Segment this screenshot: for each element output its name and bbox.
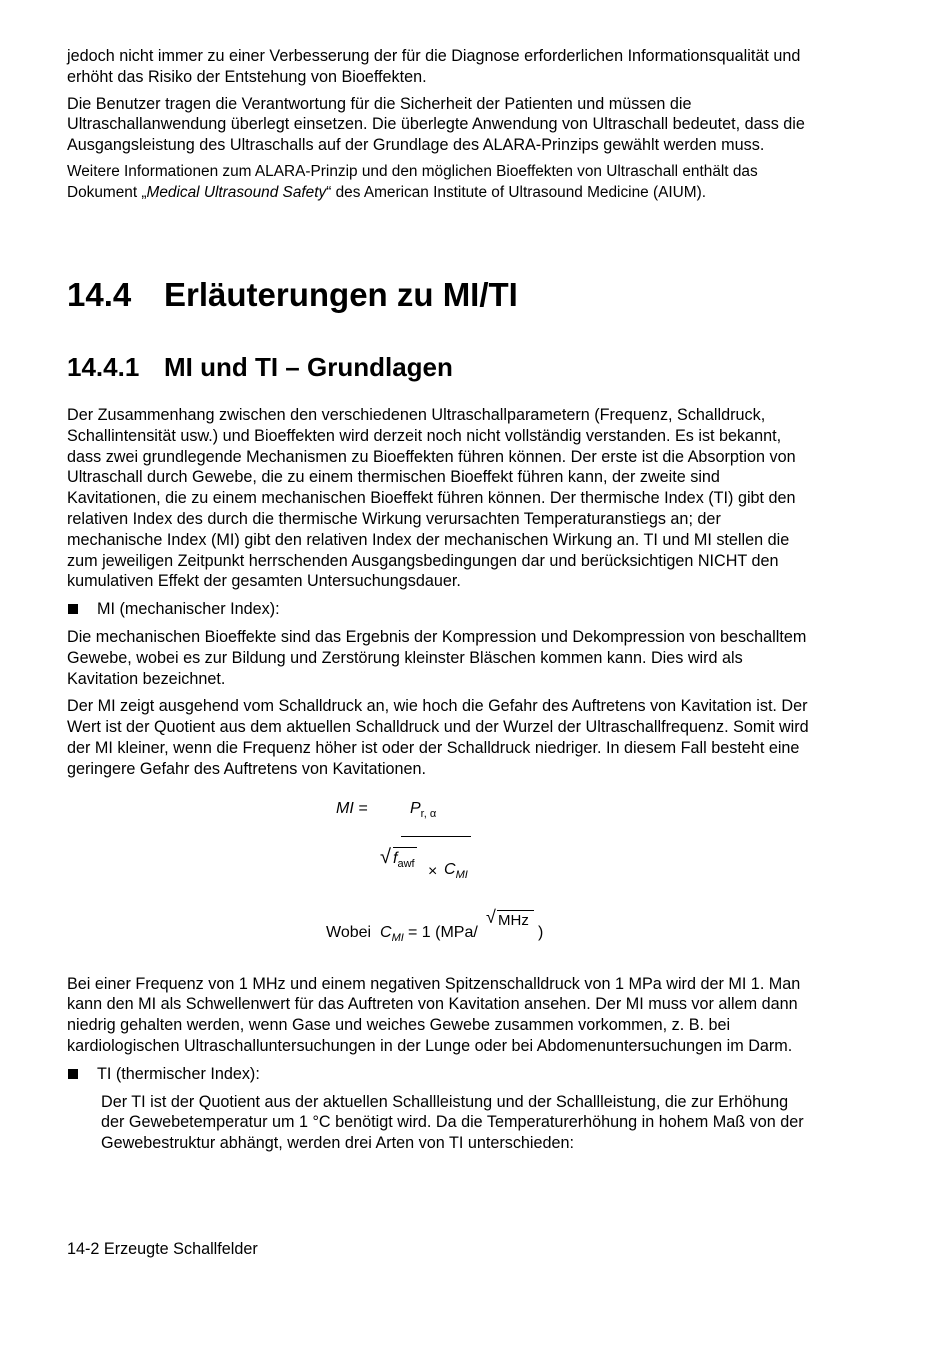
formula-wobei-eq: = 1 (MPa/ [408, 923, 478, 941]
formula-lhs: MI = [336, 799, 368, 817]
intro-p3-text-after: “ des American Institute of Ultrasound Medicine (AIUM). [326, 183, 706, 201]
formula-wobei-cmi [380, 924, 404, 944]
sqrt-mhz-icon: √ [486, 906, 496, 927]
bullet-ti-label: TI (thermischer Index): [97, 1064, 260, 1083]
bullet-mi [67, 599, 812, 620]
mi-paragraph-2: Der MI zeigt ausgehend vom Schalldruck an, wie hoch die Gefahr des Auftretens von Kavitation ist. Der Wert ist der Quotient aus dem aktuellen Schalldruck und der Wurzel der Ultraschallfrequenz. Somit wird der MI kleiner, wenn die Frequenz höher ist oder der Schalldruck niedriger. In diesem Fall besteht eine geringere Gefahr des Auftretens von Kavitationen. [67, 697, 809, 778]
formula-wobei: Wobei [326, 923, 372, 941]
main-content [67, 405, 812, 1154]
formula-numerator-var: P [410, 799, 421, 817]
subsection-title: MI und TI – Grundlagen [164, 352, 453, 382]
ti-paragraph-1: Der TI ist der Quotient aus der aktuellen Schallleistung und der Schallleistung, die zur Erhöhung der Gewebetemperatur um 1 °C benötigt wird. Da die Temperaturerhöhung in hohem Maß von der Gewebestruktur abhängt, werden drei Arten von TI unterschieden: [101, 1092, 804, 1153]
formula-wobei-cmi-var: C [380, 923, 392, 941]
section-title: Erläuterungen zu MI/TI [164, 276, 518, 313]
page-footer: 14-2 Erzeugte Schallfelder [67, 1240, 258, 1258]
formula-denominator [393, 850, 415, 870]
fraction-line [401, 836, 471, 837]
sqrt-mhz-bar [497, 910, 534, 911]
formula-denominator-var: f [393, 849, 398, 867]
section-heading [67, 276, 518, 314]
bullet-square-icon [68, 604, 78, 614]
mi-formula [67, 795, 812, 944]
formula-wobei-cmi-sub: MI [391, 931, 404, 944]
bullet-mi-label: MI (mechanischer Index): [97, 600, 280, 619]
formula-cmi [444, 861, 468, 881]
formula-mhz: MHz [498, 911, 529, 929]
intro-p3-text-before: Weitere Informationen zum ALARA-Prinzip und den möglichen Bioeffekten von Ultraschall enthält das Dokument „ [67, 162, 758, 201]
intro-paragraph-3 [67, 162, 812, 203]
sqrt-bar [393, 847, 417, 848]
intro-p3-document-title: Medical Ultrasound Safety [146, 183, 327, 201]
formula-denominator-sub: awf [397, 857, 415, 870]
formula-cmi-sub: MI [455, 868, 468, 881]
mi-paragraph-1: Die mechanischen Bioeffekte sind das Ergebnis der Kompression und Dekompression von beschalltem Gewebe, wobei es zur Bildung und Zerstörung kleinster Bläschen kommen kann. Dies wird als Kavitation bezeichnet. [67, 627, 807, 688]
bullet-square-icon [68, 1069, 78, 1079]
formula-cmi-var: C [444, 860, 456, 878]
body-paragraph-1: Der Zusammenhang zwischen den verschiedenen Ultraschallparametern (Frequenz, Schalldruck, Schallintensität usw.) und Bioeffekten wird derzeit noch nicht vollständig verstanden. Es ist bekannt, dass zwei grundlegende Mechanismen zu Bioeffekten führen können. Der erste ist die Absorption von Ultraschall durch Gewebe, die zu einem thermischen Bioeffekt führen kann, der zweite sind Kavitationen, die zu einem mechanischen Bioeffekt führen können. Der thermische Index (TI) gibt den relativen Index des durch die thermische Wirkung verursachten Temperaturanstiegs an; der mechanische Index (MI) gibt den relativen Index der mechanischen Wirkung an. TI und MI stellen die zum jeweiligen Zeitpunkt herrschenden Ausgangsbedingungen dar und berücksichtigen NICHT den kumulativen Effekt der gesamten Untersuchungsdauer. [67, 406, 796, 591]
formula-numerator [410, 800, 436, 820]
section-number: 14.4 [67, 276, 132, 313]
mi-paragraph-3: Bei einer Frequenz von 1 MHz und einem negativen Spitzenschalldruck von 1 MPa wird der MI 1. Man kann den MI als Schwellenwert für das Auftreten von Kavitation ansehen. Der MI muss vor allem dann niedrig gehalten werden, wenn Gase und weiches Gewebe zusammen vorkommen, z. B. bei kardiologischen Ultraschalluntersuchungen in der Lunge oder bei Abdomenuntersuchungen im Darm. [67, 974, 801, 1055]
sqrt-sign-icon: √ [380, 845, 391, 868]
formula-close: ) [538, 923, 544, 941]
formula-times: × [428, 862, 438, 880]
intro-paragraph-2: Die Benutzer tragen die Verantwortung für die Sicherheit der Patienten und müssen die Ultraschallanwendung überlegt einsetzen. Die überlegte Anwendung von Ultraschall bedeutet, dass die Ausgangsleistung des Ultraschalls auf der Grundlage des ALARA-Prinzips gewählt werden muss. [67, 94, 805, 155]
bullet-ti [67, 1064, 812, 1085]
intro-paragraph-1: jedoch nicht immer zu einer Verbesserung der für die Diagnose erforderlichen Informationsqualität und erhöht das Risiko der Entstehung von Bioeffekten. [67, 47, 801, 86]
subsection-heading [67, 352, 453, 383]
formula-numerator-sub: r, α [420, 807, 437, 820]
subsection-number: 14.4.1 [67, 352, 140, 382]
